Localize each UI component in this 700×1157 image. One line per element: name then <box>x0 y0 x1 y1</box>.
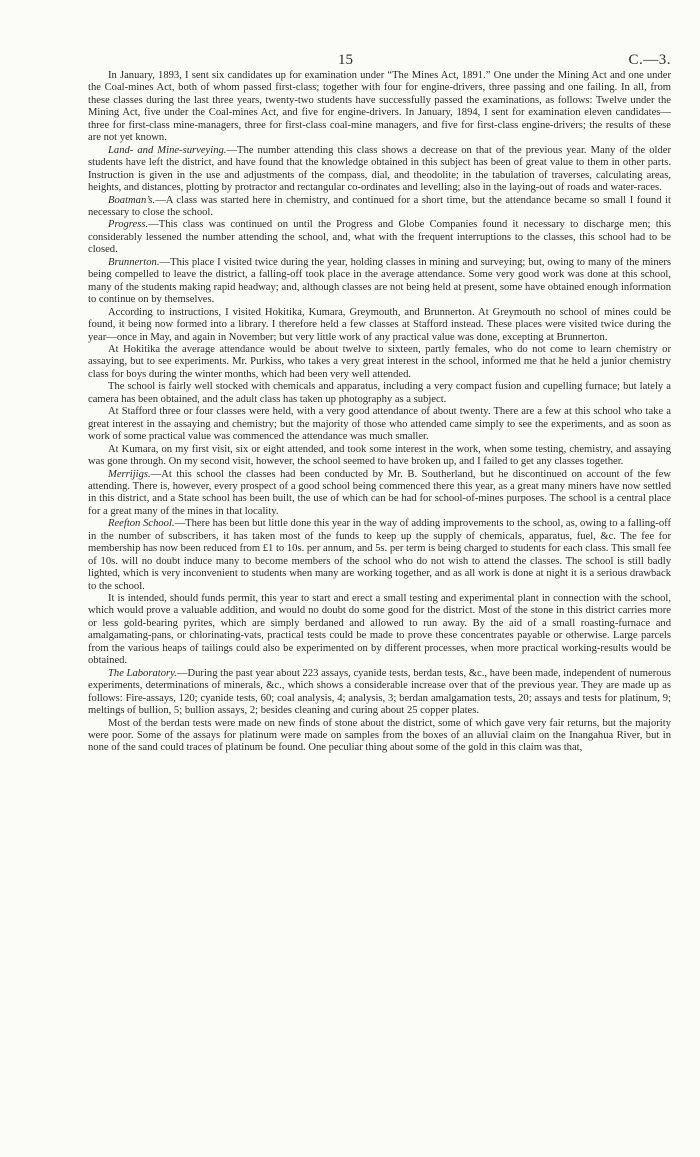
paragraph-text: —During the past year about 223 assays, cyanide tests, berdan tests, &c., have been made, independent of numerous experiments, determinations of minerals, &c., which shows a considerable increase over that of the previous year. They are made up as follows: Fire-assays, 120; cyanide tests, 60; coal analysis, 4; analysis, 3; berdan amalgamation tests, 20; assays and tests for platinum, 9; meltings of bullion, 5; bullion assays, 2; besides cleaning and curing about 25 copper plates. <box>88 667 671 717</box>
paragraph <box>88 469 671 519</box>
paragraph-text: At Kumara, on my first visit, six or eight attended, and took some interest in the work, when some testing, chemistry, and assaying was gone through. On my second visit, however, the school seemed to have broken up, and I failed to get any classes together. <box>88 443 671 468</box>
paragraph <box>88 593 671 668</box>
paragraph-text: —This place I visited twice during the year, holding classes in mining and surveying; but, owing to many of the miners being compelled to leave the district, a falling-off took place in the average attendance. Some very good work was done at this school, many of the students making rapid headway; and, although classes are not being held at present, some have obtained enough information to continue on by themselves. <box>88 256 671 306</box>
paragraph <box>88 307 671 344</box>
paragraph <box>88 219 671 256</box>
paragraph-text: —There has been but little done this year in the way of adding improvements to the school, as, owing to a falling-off in the number of subscribers, it has taken most of the funds to keep up the supply of chemicals, apparatus, fuel, &c. The fee for membership has now been reduced from £1 to 10s. per annum, and 5s. per term is being charged to students for each class. This small fee of 10s. will no doubt induce many to become members of the school who do not wish to attend the classes. The school is still badly lighted, which is very inconvenient to students when many are working together, and as all work is done at night it is a serious drawback to the school. <box>88 518 671 592</box>
paragraph <box>88 406 671 443</box>
document-body <box>88 70 671 755</box>
paragraph <box>88 195 671 220</box>
paragraph-text: —The number attending this class shows a decrease on that of the previous year. Many of the older students have left the district, and have found that the knowledge obtained in this subject has been of great value to them in other parts. Instruction is given in the use and adjustments of the compass, dial, and theodolite; in the tabulation of traverses, calculating areas, heights, and distances, plotting by protractor and rectangular co-ordinates and levelling; also in the laying-out of roads and water-races. <box>88 144 671 194</box>
section-heading: Progress. <box>108 219 149 231</box>
paragraph <box>88 381 671 406</box>
paragraph-text: —At this school the classes had been conducted by Mr. B. Southerland, but he discontinued on account of the few attending. There is, however, every prospect of a good school being commenced there this year, as a great many miners have now settled in this district, and a State school has been built, the use of which can be had for school-of-mines purposes. The school is a central place for a great many of the mines in that locality. <box>88 468 671 517</box>
paragraph-text: At Stafford three or four classes were held, with a very good attendance of about twenty. There are a few at this school who take a great interest in the assaying and chemistry; but the majority of those who attended came simply to see the experiments, and as soon as work of some practical value was commenced the attendance was much smaller. <box>88 406 671 443</box>
paragraph-text: The school is fairly well stocked with chemicals and apparatus, including a very compact fusion and cupelling furnace; but lately a camera has been obtained, and the adult class has taken up photography as a subject. <box>88 381 671 405</box>
document-reference: C.—3. <box>628 52 671 68</box>
paragraph <box>88 518 671 593</box>
section-heading: Reefton School. <box>108 518 175 530</box>
paragraph <box>88 444 671 469</box>
paragraph <box>88 257 671 307</box>
paragraph <box>88 70 671 145</box>
paragraph <box>88 718 671 755</box>
paragraph-text: At Hokitika the average attendance would be about twelve to sixteen, partly females, who do not come to learn chemistry or assaying, but to see experiments. Mr. Purkiss, who takes a very great interest in the school, informed me that he held a junior chemistry class for boys during the winter months, which had been very well attended. <box>88 343 671 380</box>
paragraph <box>88 145 671 195</box>
paragraph-text: It is intended, should funds permit, this year to start and erect a small testing and experimental plant in connection with the school, which would prove a valuable addition, and would no doubt do some good for the district. Most of the stone in this district carries more or less gold-bearing pyrites, which are simply berdaned and allowed to run away. By the aid of a small roasting-furnace and amalgamating-pans, or chlorinating-vats, practical tests could be made to prove these concentrates payable or otherwise. Large parcels from the various heaps of tailings could also be experimented on by different processes, when more practical working-results would be obtained. <box>88 593 671 667</box>
paragraph-text: —This class was continued on until the Progress and Globe Companies found it necessary to discharge men; this considerably lessened the number attending the school, and, what with the frequent interruptions to the classes, this school had to be closed. <box>88 219 671 256</box>
paragraph-text: In January, 1893, I sent six candidates up for examination under “The Mines Act, 1891.” One under the Mining Act and one under the Coal-mines Act, both of whom passed first-class; together with four for engine-drivers, three passing and one failing. In all, from these classes during the last three years, twenty-two students have successfully passed the examinations, as follows: Twelve under the Mining Act, five under the Coal-mines Act, and five for engine-drivers. In January, 1894, I sent for examination eleven candidates—three for first-class mine-managers, three for first-class coal-mine managers, and five for first-class engine-drivers; the results of these are not yet known. <box>88 70 671 144</box>
paragraph <box>88 668 671 718</box>
section-heading: Boatman’s. <box>108 194 156 206</box>
paragraph-text: —A class was started here in chemistry, and continued for a short time, but the attendance became so small I found it necessary to close the school. <box>88 194 671 218</box>
section-heading: Land- and Mine-surveying. <box>108 144 227 156</box>
paragraph-text: Most of the berdan tests were made on new finds of stone about the district, some of which gave very fair returns, but the majority were poor. Some of the assays for platinum were made on samples from the boxes of an alluvial claim on the Inangahua River, but in none of the sand could traces of platinum be found. One peculiar thing about some of the gold in this claim was that, <box>88 717 671 754</box>
section-heading: Brunnerton. <box>108 256 160 268</box>
page-number: 15 <box>338 52 353 68</box>
page-header <box>88 0 671 70</box>
section-heading: Merrijigs. <box>108 468 151 480</box>
paragraph-text: According to instructions, I visited Hokitika, Kumara, Greymouth, and Brunnerton. At Greymouth no school of mines could be found, it being now formed into a library. I therefore held a few classes at Stafford instead. These places were visited twice during the year—once in May, and again in November; but very little work of any practical value was done, excepting at Brunnerton. <box>88 306 671 343</box>
section-heading: The Laboratory. <box>108 667 177 679</box>
paragraph <box>88 344 671 381</box>
